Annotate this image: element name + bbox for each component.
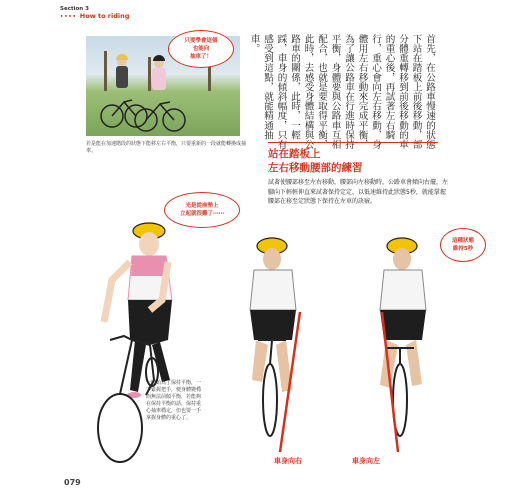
label-lean-right: 車身向右 xyxy=(274,457,302,465)
section-label: Section 3 xyxy=(60,6,89,12)
left-note: 一開始為了保持平衡，一手緊握把手，便身體變穩而無法前傾平衡，若能夠在保持平衡的話，保持重心抽車穩定，但也要一手掌握身體的重心了。 xyxy=(146,380,202,421)
page-number: 079 xyxy=(64,478,81,487)
section-title-line2: 左右移動腰部的練習 xyxy=(268,162,363,174)
left-rider-figure xyxy=(104,223,172,398)
section-title-line1: 站在踏板上 xyxy=(268,148,321,160)
left-speech-bubble: 光是從座墊上 立起就很難了⋯⋯ xyxy=(164,192,240,228)
section-body: 試著使腰部移至左右移動，腰部向左移動時，公路車會傾向右擺，左腳向下輕輕伸直來試著保持定定，以低速維持此狀態5秒，就能掌握腰部在移至定狀態下保持在左車的訣竅。 xyxy=(268,179,449,205)
chapter-label: •••• How to riding xyxy=(60,12,129,20)
right-speech-bubble: 這種狀態 維持5秒 xyxy=(440,228,486,262)
photo-caption: 若是能在加速階段的狀態下能移左右平衡，只要重新的一段就能轉換成抽車。 xyxy=(86,141,247,154)
intro-vertical-text: 首先，在公路車慢速的狀態下站在踏板上前後移動，部分體重轉移到前後移動的車的重心後，再試著左右騎行，重心會向左右移動，身體用左右移動來完成平衡，為了讓公路車在行進時保持平衡，身體要與公路車互相配合，也就是要取得平衡，此時，去感受身體結構與公路車的關係，此時，一輕踩，車身的傾斜幅度，只有感受到這點，就能精通抽車。 xyxy=(248,34,435,150)
label-lean-left: 車身向左 xyxy=(352,457,380,465)
photo-speech-bubble: 只要學會這個 也能向 抽車了！ xyxy=(168,30,234,68)
